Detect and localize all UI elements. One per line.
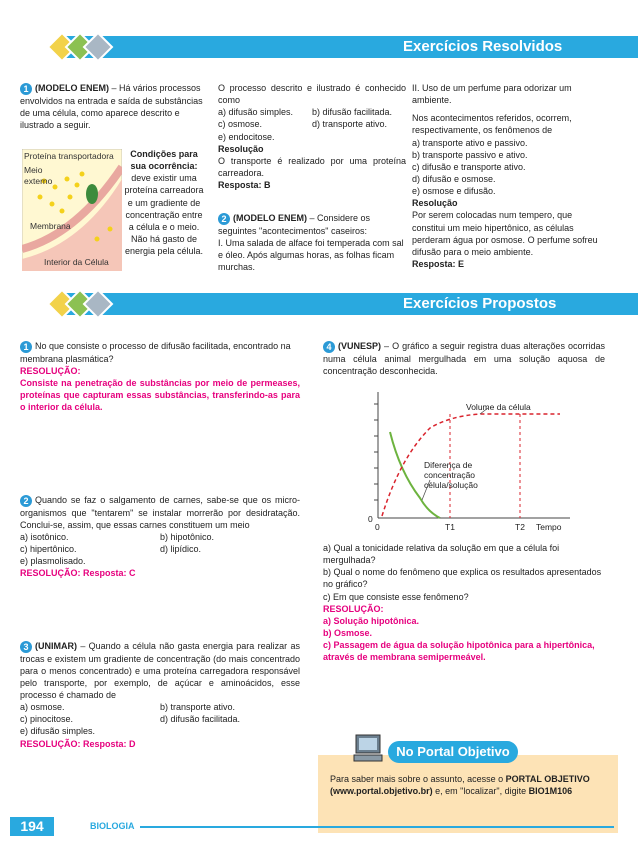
legend-volume: Volume da célula <box>466 402 531 412</box>
answer-c: c) Passagem de água da solução hipotônica para a hipertônica, através de membrana semipermeável. <box>323 640 595 663</box>
question-source: (MODELO ENEM) <box>35 83 109 93</box>
diamonds-icon <box>46 288 116 320</box>
option-c: c) pinocitose. <box>20 714 74 725</box>
cell-illustration <box>22 149 122 271</box>
number-badge: 2 <box>20 495 32 507</box>
number-badge: 4 <box>323 341 335 353</box>
proposto-2 <box>20 494 300 579</box>
answer-a: a) Solução hipotônica. <box>323 615 420 626</box>
legend-diff-1: Diferença de <box>424 460 473 470</box>
resolution-label: Resolução <box>218 143 264 154</box>
question-source: (UNIMAR) <box>35 641 77 651</box>
question-text: Quando se faz o salgamento de carnes, sabe-se que os micro-organismos que "tentarem" se instalar morrerão por desidratação. Conclui-se, assim, que essas carnes constituem um meio <box>20 495 300 530</box>
answer: RESOLUÇÃO: Resposta: D <box>20 738 136 749</box>
item-i: I. Uma salada de alface foi temperada com sal e óleo. Após algumas horas, as folhas ficam murchas. <box>218 237 404 273</box>
portal-name: PORTAL OBJETIVO <box>505 774 590 784</box>
footer-line <box>140 826 614 828</box>
resolution-text: Por serem colocadas num tempero, que constitui um meio hipertônico, as células perderam água por osmose. O perfume sofreu difusão para o meio ambiente. <box>412 210 598 257</box>
number-badge: 3 <box>20 641 32 653</box>
subject-label: BIOLOGIA <box>90 821 135 831</box>
option-c: c) hipertônico. <box>20 544 77 555</box>
resolution-label: RESOLUÇÃO: <box>20 365 81 376</box>
option-a: a) osmose. <box>20 702 65 713</box>
portal-text-2: e, em "localizar", digite <box>432 786 529 797</box>
question-a: a) Qual a tonicidade relativa da solução em que a célula foi mergulhada? <box>323 543 560 566</box>
proposto-3 <box>20 640 300 750</box>
y-tick-0: 0 <box>368 514 373 524</box>
conditions-box <box>124 148 204 257</box>
option-b: b) difusão facilitada. <box>312 107 393 118</box>
question-text: No que consiste o processo de difusão facilitada, encontrado na membrana plasmática? <box>20 341 291 364</box>
item-ii: II. Uso de um perfume para odorizar um ambiente. <box>412 83 572 106</box>
option-a: a) isotônico. <box>20 531 69 542</box>
question-b: b) Qual o nome do fenômeno que explica os resultados apresentados no gráfico? <box>323 567 602 590</box>
question-text: – O gráfico a seguir registra duas alterações ocorridas numa célula animal mergulhada em uma solução aquosa de concentração desconhecida. <box>323 341 605 376</box>
portal-text <box>330 773 606 797</box>
legend-diff-3: célula/solução <box>424 480 478 490</box>
number-badge: 1 <box>20 341 32 353</box>
option-e: e) difusão simples. <box>20 726 96 737</box>
x-tick-t2: T2 <box>515 522 525 532</box>
resolvido-1-question <box>218 82 406 191</box>
option-e: e) endocitose. <box>218 131 275 142</box>
question-stem: O processo descrito e ilustrado é conhecido como <box>218 83 406 106</box>
option-d: d) difusão e osmose. <box>412 173 496 184</box>
number-badge: 1 <box>20 83 32 95</box>
resolution-label: Resolução <box>412 198 458 209</box>
option-e: e) plasmolisado. <box>20 556 86 567</box>
resolvidos-title: Exercícios Resolvidos <box>403 38 563 55</box>
label-interior: Interior da Célula <box>44 257 109 267</box>
computer-icon <box>352 733 386 767</box>
question-text: – Considere os seguintes "acontecimentos" caseiros: <box>218 213 371 236</box>
label-membrana: Membrana <box>30 221 71 231</box>
resolution-text: Consiste na penetração de substâncias por meio de permeases, proteínas que capturam essas substâncias, transferindo-as para o interior da célula. <box>20 377 300 413</box>
x-axis-label: Tempo <box>536 522 562 532</box>
conditions-title: Condições para sua ocorrência: <box>130 149 198 172</box>
page-number: 194 <box>10 817 54 836</box>
proposto-4 <box>323 340 605 377</box>
option-b: b) transporte passivo e ativo. <box>412 149 528 160</box>
question-source: (MODELO ENEM) <box>233 213 307 223</box>
option-d: d) difusão facilitada. <box>160 714 241 725</box>
question-c: c) Em que consiste esse fenômeno? <box>323 591 469 602</box>
question-text: – Quando a célula não gasta energia para realizar as trocas e existem um gradiente de concentração (do mais concentrado para o menos concentrado) e uma proteína carregadora responsável pelo transporte, por exemplo, de açúcar e aminoácidos, esse processo é chamado de <box>20 641 300 701</box>
resolvido-2 <box>218 212 406 273</box>
question-text: – Há vários processos envolvidos na entrada e saída de substâncias de uma célula, como aparece descrito e ilustrado a seguir. <box>20 83 203 130</box>
question-source: (VUNESP) <box>338 341 382 351</box>
number-badge: 2 <box>218 213 230 225</box>
diamonds-icon <box>46 31 116 63</box>
answer: Resposta: B <box>218 180 271 191</box>
propostos-title: Exercícios Propostos <box>403 295 557 312</box>
x-tick-t1: T1 <box>445 522 455 532</box>
resolution-text: O transporte é realizado por uma proteína carreadora. <box>218 155 406 178</box>
answer: Resposta: E <box>412 258 465 269</box>
label-protein: Proteína transportadora <box>24 151 114 161</box>
option-c: c) difusão e transporte ativo. <box>412 161 526 172</box>
portal-link[interactable]: (www.portal.objetivo.br) <box>330 786 433 797</box>
option-d: d) transporte ativo. <box>312 119 388 130</box>
resolvidos-banner <box>0 36 638 58</box>
resolvido-2-continued <box>412 82 602 270</box>
option-b: b) hipotônico. <box>160 531 215 542</box>
portal-title: No Portal Objetivo <box>388 741 518 763</box>
proposto-4-questions <box>323 542 605 663</box>
option-e: e) osmose e difusão. <box>412 186 496 197</box>
option-b: b) transporte ativo. <box>160 702 236 713</box>
label-meio-externo: Meio externo <box>24 165 53 187</box>
answer-b: b) Osmose. <box>323 627 373 638</box>
portal-text-1: Para saber mais sobre o assunto, acesse o <box>330 774 506 784</box>
propostos-banner <box>0 293 638 315</box>
option-d: d) lipídico. <box>160 544 202 555</box>
x-tick-0: 0 <box>375 522 380 532</box>
y-axis-ticks <box>374 404 378 500</box>
option-a: a) difusão simples. <box>218 107 294 118</box>
resolution-label: RESOLUÇÃO: <box>323 603 384 614</box>
option-c: c) osmose. <box>218 119 263 130</box>
proposto-1 <box>20 340 300 413</box>
osmosis-chart <box>360 388 580 536</box>
legend-diff-2: concentração <box>424 470 476 480</box>
conditions-text: deve existir uma proteína carreadora e um gradiente de concentração entre a célula e o meio. Não há gasto de energia pela célula. <box>124 173 204 257</box>
question-stem: Nos acontecimentos referidos, ocorrem, respectivamente, os fenômenos de <box>412 113 572 136</box>
portal-box <box>318 744 618 833</box>
resolvido-1 <box>20 82 210 131</box>
portal-code: BIO1M106 <box>528 786 573 797</box>
answer: RESOLUÇÃO: Resposta: C <box>20 568 136 579</box>
option-a: a) transporte ativo e passivo. <box>412 137 528 148</box>
